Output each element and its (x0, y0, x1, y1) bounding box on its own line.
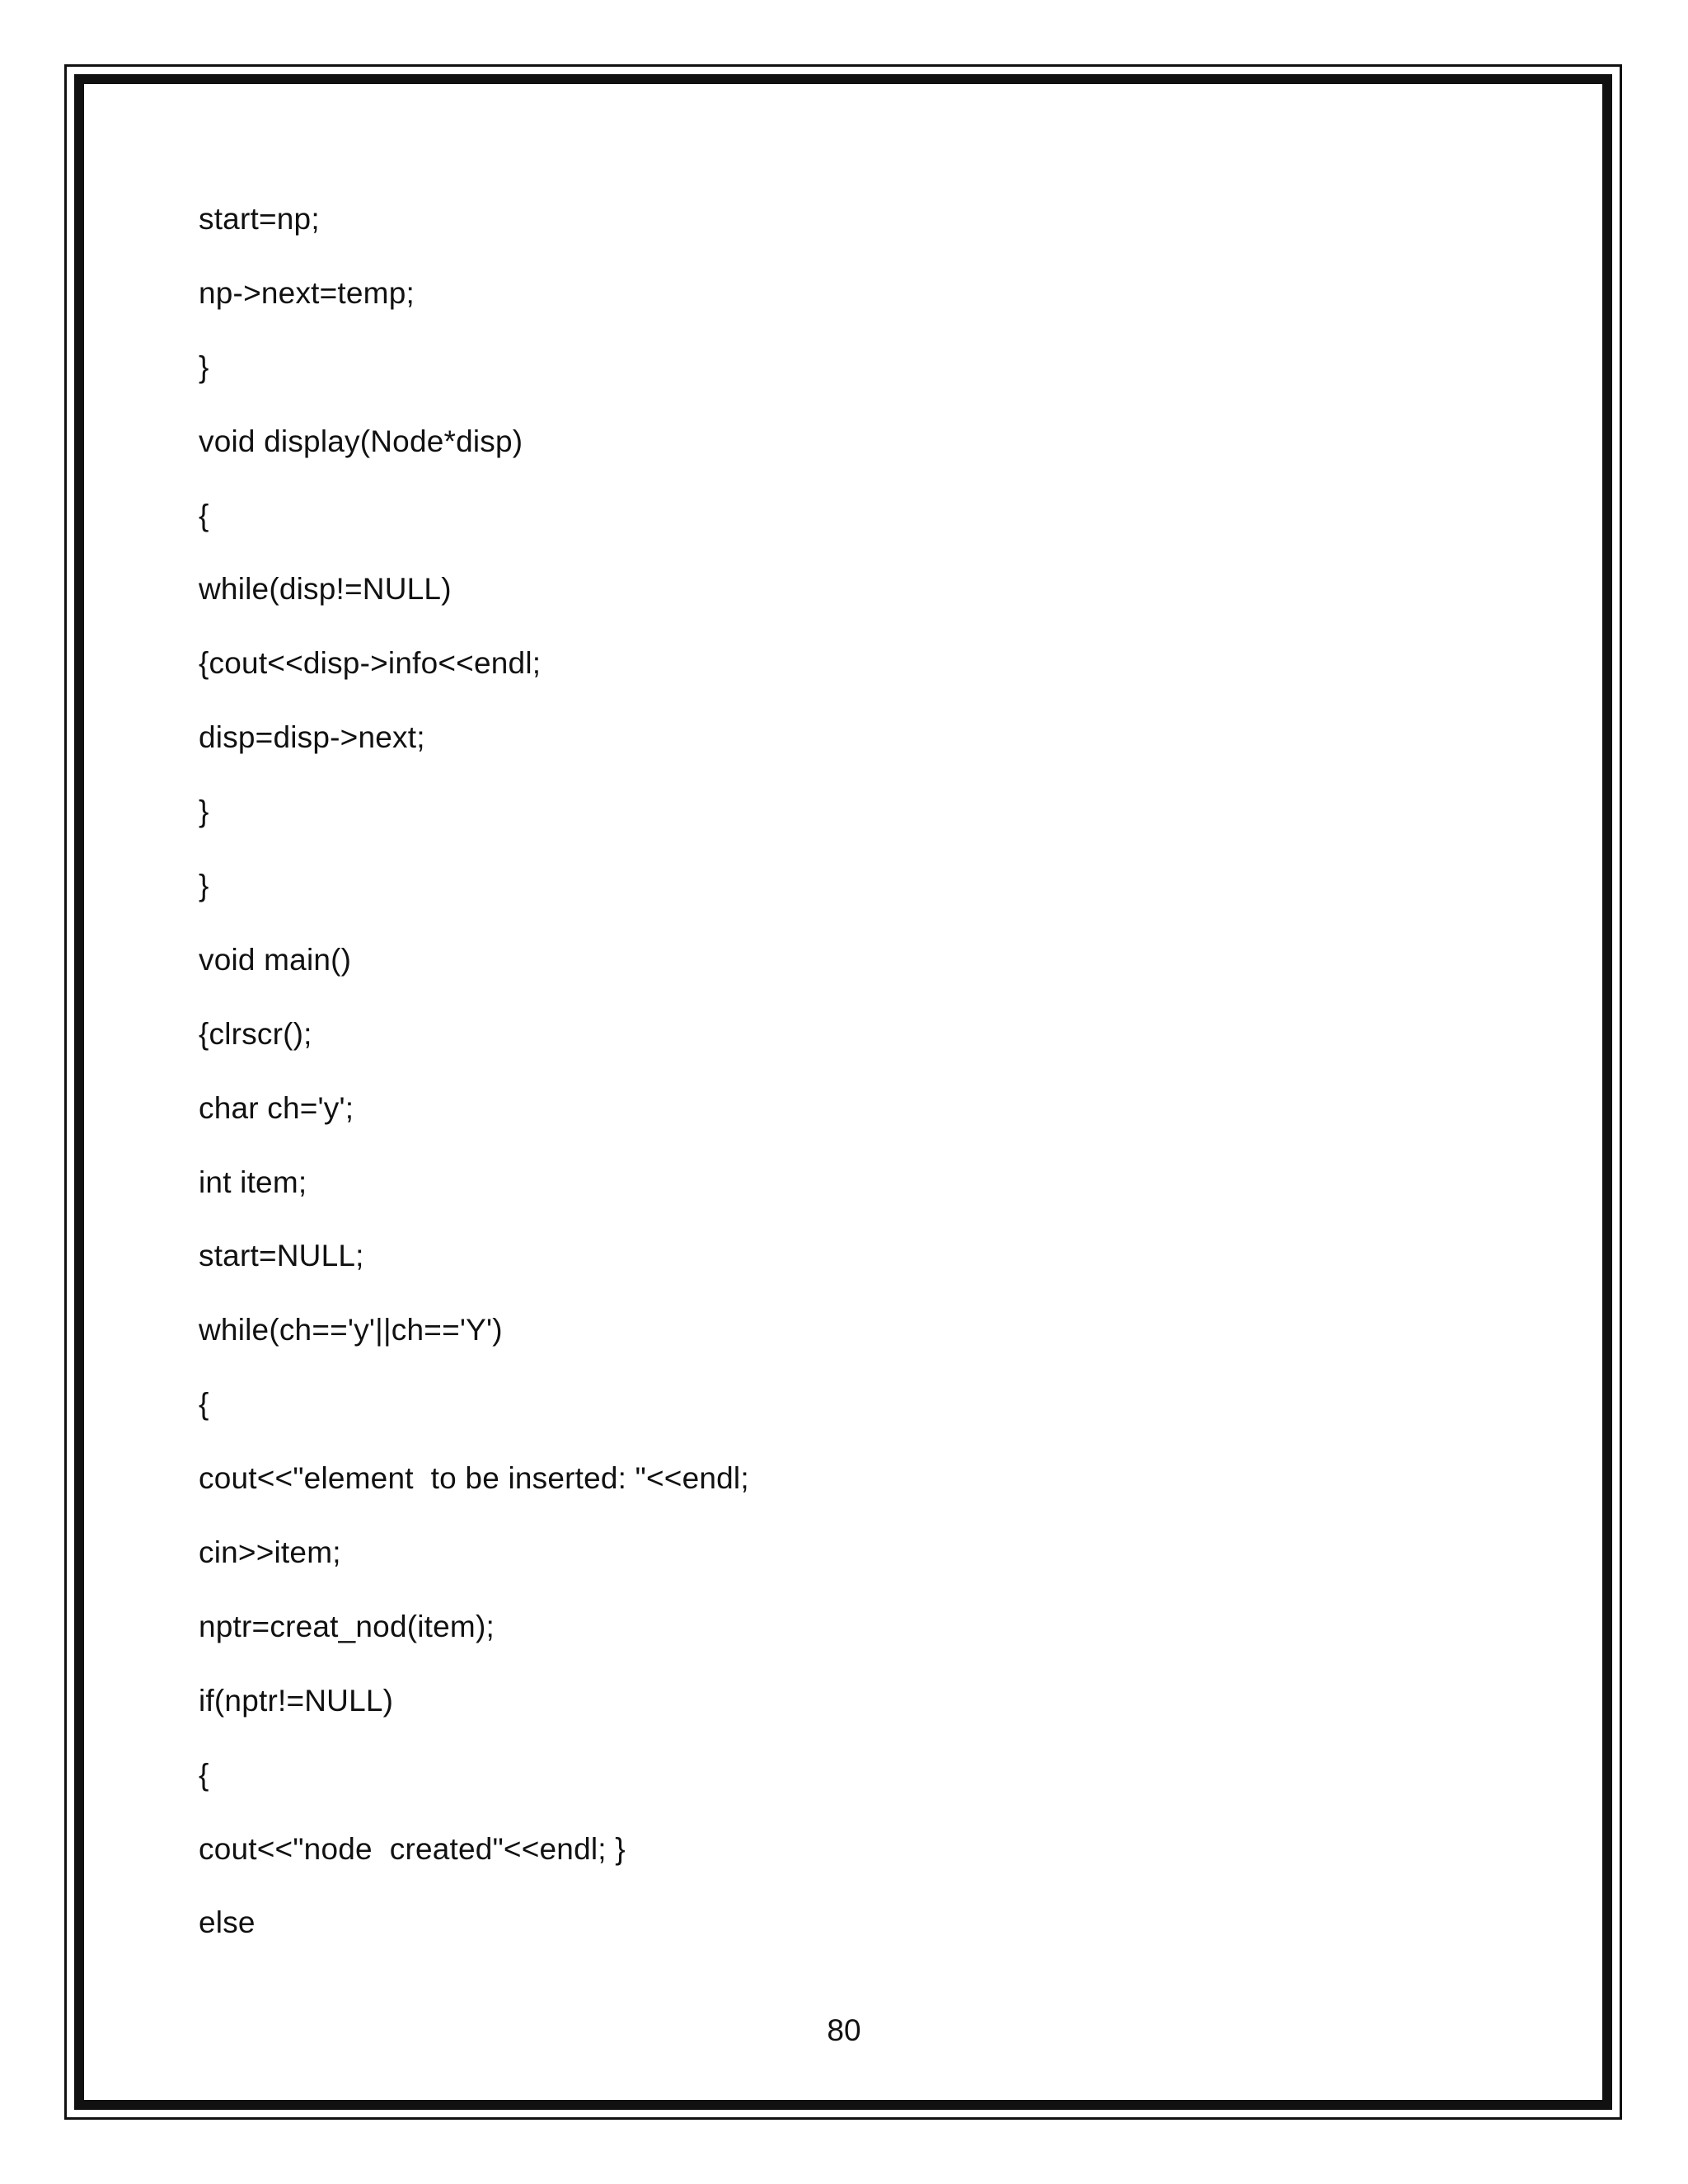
code-line: start=np; (199, 202, 320, 236)
code-line: } (199, 869, 209, 903)
page-number: 80 (827, 2013, 861, 2047)
code-line: cout<<"node created"<<endl; } (199, 1831, 626, 1866)
code-line: } (199, 349, 209, 384)
code-line: start=NULL; (199, 1239, 364, 1273)
code-line: nptr=creat_nod(item); (199, 1609, 495, 1643)
code-line: while(disp!=NULL) (199, 572, 452, 607)
code-line: if(nptr!=NULL) (199, 1683, 394, 1718)
code-line: void display(Node*disp) (199, 424, 523, 458)
code-line: void main() (199, 942, 352, 977)
code-line: } (199, 794, 209, 829)
code-line: {cout<<disp->info<<endl; (199, 646, 542, 681)
code-listing (199, 196, 749, 1974)
code-line: int item; (199, 1165, 307, 1199)
code-line: { (199, 1757, 209, 1792)
code-line: disp=disp->next; (199, 720, 425, 755)
code-line: else (199, 1905, 256, 1940)
code-line: { (199, 1387, 209, 1422)
code-line: { (199, 498, 209, 532)
code-line: cout<<"element to be inserted: "<<endl; (199, 1461, 749, 1496)
code-line: {clrscr(); (199, 1016, 312, 1051)
code-line: char ch='y'; (199, 1090, 354, 1125)
code-line: cin>>item; (199, 1535, 341, 1570)
code-line: while(ch=='y'||ch=='Y') (199, 1313, 503, 1347)
code-line: np->next=temp; (199, 275, 415, 310)
